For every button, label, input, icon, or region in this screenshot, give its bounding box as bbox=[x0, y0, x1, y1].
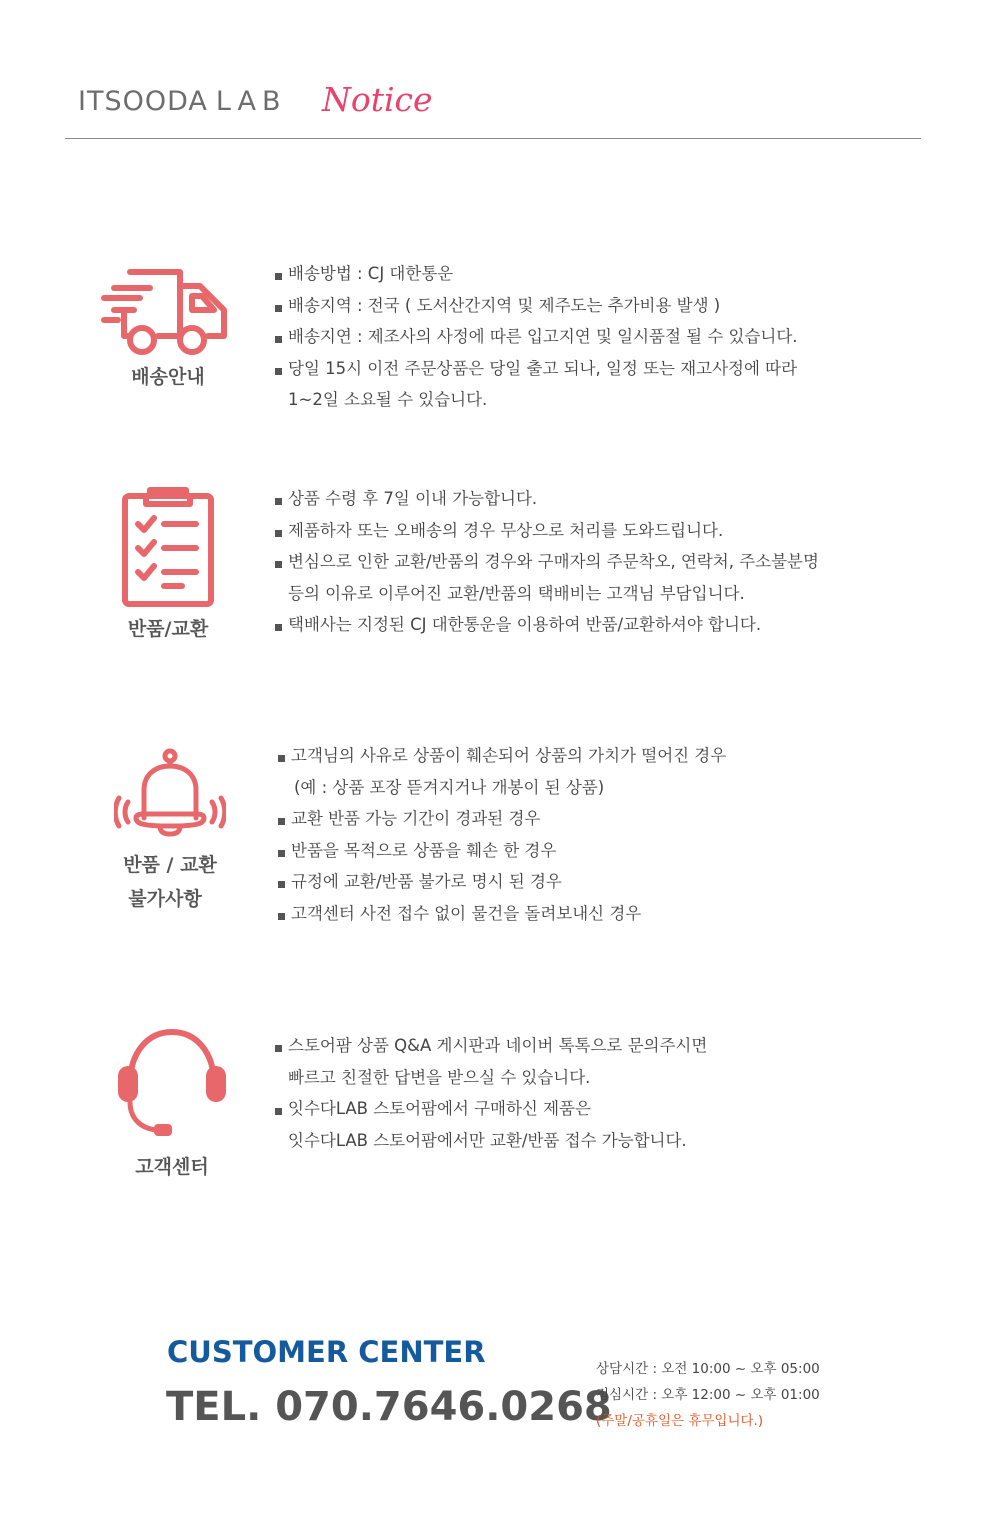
bullet-icon bbox=[278, 755, 285, 762]
delivery-list bbox=[275, 258, 798, 416]
list-item: 잇수다LAB 스토어팜에서만 교환/반품 접수 가능합니다. bbox=[288, 1130, 687, 1150]
consult-hours: 상담시간 : 오전 10:00 ~ 오후 05:00 bbox=[596, 1361, 820, 1377]
headset-icon bbox=[114, 1026, 230, 1146]
list-item: 고객센터 사전 접수 없이 물건을 돌려보내신 경우 bbox=[278, 898, 726, 930]
return-list bbox=[275, 483, 819, 641]
bullet-icon bbox=[278, 850, 285, 857]
holiday-note: (주말/공휴일은 휴무입니다.) bbox=[596, 1413, 764, 1429]
bullet-icon bbox=[278, 818, 285, 825]
non-returnable-label-line1: 반품 / 교환 bbox=[123, 854, 217, 876]
list-item: 고객님의 사유로 상품이 훼손되어 상품의 가치가 떨어진 경우 bbox=[278, 740, 726, 772]
bullet-icon bbox=[275, 1045, 282, 1052]
customer-center-list bbox=[275, 1030, 707, 1156]
lunch-hours: 점심시간 : 오후 12:00 ~ 오후 01:00 bbox=[596, 1387, 820, 1403]
business-hours bbox=[596, 1356, 820, 1434]
bullet-icon bbox=[275, 336, 282, 343]
brand-name: ITSOODA bbox=[78, 86, 208, 117]
customer-center-phone: TEL. 070.7646.0268 bbox=[166, 1384, 612, 1430]
list-item: 변심으로 인한 교환/반품의 경우와 구매자의 주문착오, 연락처, 주소불분명 bbox=[275, 546, 819, 578]
delivery-label: 배송안내 bbox=[131, 366, 205, 388]
brand-logo bbox=[78, 86, 287, 117]
non-returnable-label-line2: 불가사항 bbox=[128, 888, 202, 910]
list-item: 빠르고 친절한 답변을 받으실 수 있습니다. bbox=[288, 1067, 591, 1087]
bullet-icon bbox=[275, 305, 282, 312]
bullet-icon bbox=[278, 913, 285, 920]
list-item: 배송지연 : 제조사의 사정에 따른 입고지연 및 일시품절 될 수 있습니다. bbox=[275, 321, 798, 353]
customer-center-title: CUSTOMER CENTER bbox=[167, 1335, 486, 1369]
non-returnable-list bbox=[278, 740, 726, 929]
bullet-icon bbox=[275, 624, 282, 631]
return-label: 반품/교환 bbox=[127, 618, 209, 640]
list-item: 배송방법 : CJ 대한통운 bbox=[275, 258, 798, 290]
bullet-icon bbox=[275, 1108, 282, 1115]
list-item: 1~2일 소요될 수 있습니다. bbox=[288, 390, 488, 409]
clipboard-checklist-icon bbox=[120, 486, 216, 612]
bullet-icon bbox=[275, 561, 282, 568]
list-item: 잇수다LAB 스토어팜에서 구매하신 제품은 bbox=[275, 1093, 707, 1125]
bullet-icon bbox=[275, 273, 282, 280]
bullet-icon bbox=[278, 881, 285, 888]
brand-lab: LAB bbox=[215, 86, 287, 117]
customer-center-label: 고객센터 bbox=[135, 1156, 209, 1178]
list-item: 택배사는 지정된 CJ 대한통운을 이용하여 반품/교환하셔야 합니다. bbox=[275, 609, 819, 641]
list-item: 상품 수령 후 7일 이내 가능합니다. bbox=[275, 483, 819, 515]
notice-title: Notice bbox=[322, 80, 433, 119]
header-divider bbox=[65, 138, 921, 139]
list-item: 반품을 목적으로 상품을 훼손 한 경우 bbox=[278, 835, 726, 867]
list-item: 당일 15시 이전 주문상품은 당일 출고 되나, 일정 또는 재고사정에 따라 bbox=[275, 353, 798, 385]
bullet-icon bbox=[275, 368, 282, 375]
list-item: 스토어팜 상품 Q&A 게시판과 네이버 톡톡으로 문의주시면 bbox=[275, 1030, 707, 1062]
bullet-icon bbox=[275, 498, 282, 505]
list-item: 제품하자 또는 오배송의 경우 무상으로 처리를 도와드립니다. bbox=[275, 515, 819, 547]
delivery-truck-icon bbox=[100, 266, 232, 362]
bullet-icon bbox=[275, 530, 282, 537]
list-item: 배송지역 : 전국 ( 도서산간지역 및 제주도는 추가비용 발생 ) bbox=[275, 290, 798, 322]
list-item: (예 : 상품 포장 뜯겨지거나 개봉이 된 상품) bbox=[294, 777, 605, 797]
list-item: 규정에 교환/반품 불가로 명시 된 경우 bbox=[278, 866, 726, 898]
list-item: 등의 이유로 이루어진 교환/반품의 택배비는 고객님 부담입니다. bbox=[288, 583, 745, 603]
list-item: 교환 반품 가능 기간이 경과된 경우 bbox=[278, 803, 726, 835]
ringing-bell-icon bbox=[114, 748, 226, 842]
